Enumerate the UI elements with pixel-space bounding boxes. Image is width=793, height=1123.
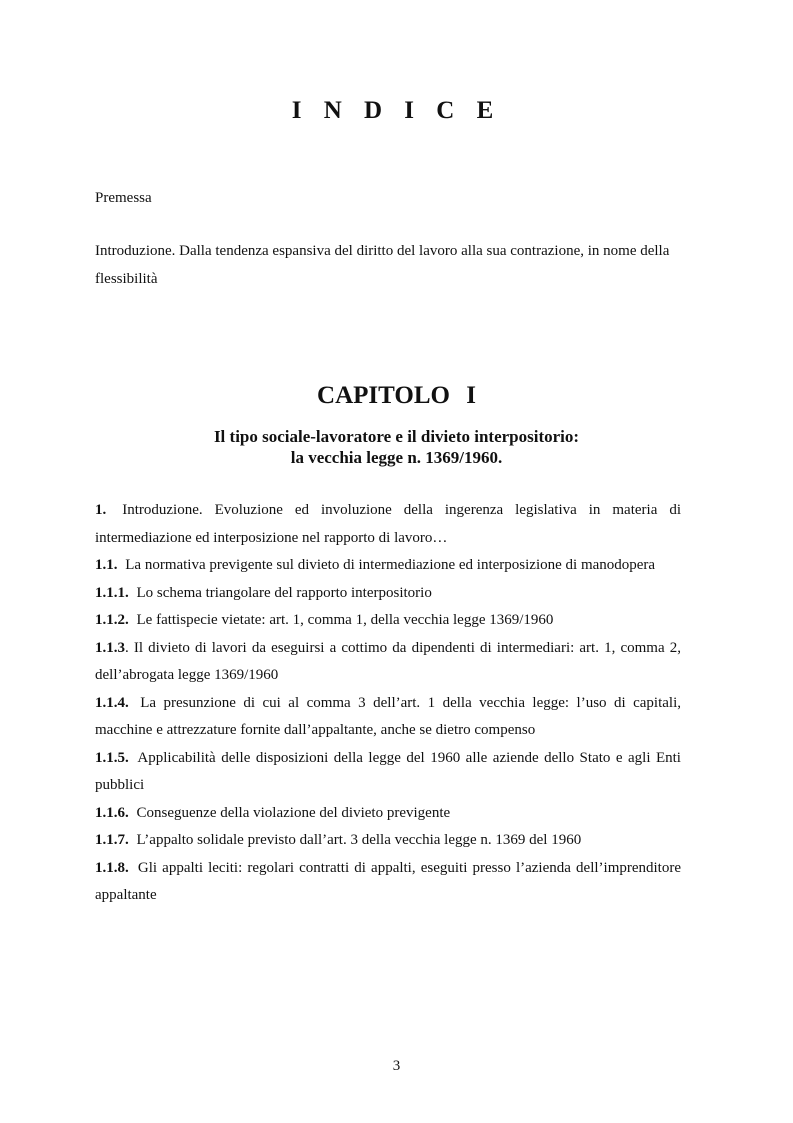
toc-entry [95, 635, 681, 690]
toc-entry [95, 607, 681, 635]
toc-entry-number: 1.1.7. [95, 832, 129, 848]
toc-entry-number: 1.1.6. [95, 804, 129, 821]
toc-entry-number: 1.1.8. [95, 859, 129, 876]
toc-entry [95, 690, 681, 745]
chapter-subtitle-line-2: la vecchia legge n. 1369/1960. [290, 448, 503, 467]
toc-entry-text: Le fattispecie vietate: art. 1, comma 1, della vecchia legge 1369/1960 [136, 612, 554, 628]
toc-entry-text: Gli appalti leciti: regolari contratti di appalti, eseguiti presso l’azienda dell’imprenditore appaltante [95, 859, 681, 903]
toc-entry-number: 1.1. [95, 557, 118, 573]
toc-entry-text: Lo schema triangolare del rapporto interpositorio [136, 584, 432, 601]
toc-entry-number: 1.1.4. [95, 694, 129, 711]
chapter-heading: CAPITOLO I [317, 382, 476, 409]
toc-entry [95, 855, 681, 910]
toc-entry-text: . Il divieto di lavori da eseguirsi a cottimo da dipendenti di intermediari: art. 1, comma 2, dell’abrogata legge 1369/1960 [95, 639, 681, 683]
toc-entry-number: 1.1.3 [95, 639, 125, 656]
toc-entry-text: Introduzione. Evoluzione ed involuzione della ingerenza legislativa in materia di intermediazione ed interposizione nel rapporto di lavoro… [95, 502, 682, 546]
toc-entry-text: Conseguenze della violazione del divieto previgente [136, 804, 451, 821]
toc-entry [95, 745, 681, 800]
toc-entry [95, 800, 681, 828]
toc-entry-text: La presunzione di cui al comma 3 dell’art. 1 della vecchia legge: l’uso di capitali, macchine e attrezzature fornite dall’appaltante, anche se dietro compenso [95, 694, 681, 738]
toc-entry-introduzione: Introduzione. Dalla tendenza espansiva del diritto del lavoro alla sua contrazione, in nome della flessibilità [95, 243, 670, 287]
toc-entry-number: 1.1.2. [95, 612, 129, 628]
toc-entry [95, 580, 681, 608]
toc-entry [95, 552, 681, 580]
toc-entry-text: La normativa previgente sul divieto di intermediazione ed interposizione di manodopera [125, 557, 656, 573]
page-title: I N D I C E [291, 97, 502, 124]
toc-list [95, 497, 681, 910]
toc-entry-premessa: Premessa [95, 190, 152, 206]
toc-entry [95, 497, 681, 552]
toc-entry-number: 1.1.1. [95, 584, 129, 601]
toc-entry-number: 1.1.5. [95, 749, 129, 766]
page-number: 3 [392, 1058, 401, 1074]
chapter-subtitle-line-1: Il tipo sociale-lavoratore e il divieto interpositorio: [213, 427, 580, 446]
toc-entry-text: Applicabilità delle disposizioni della legge del 1960 alle aziende dello Stato e agli Enti pubblici [95, 749, 681, 793]
toc-entry [95, 827, 681, 855]
toc-entry-number: 1. [95, 502, 107, 518]
chapter-subtitle [0, 426, 793, 468]
toc-entry-text: L’appalto solidale previsto dall’art. 3 della vecchia legge n. 1369 del 1960 [136, 832, 582, 848]
